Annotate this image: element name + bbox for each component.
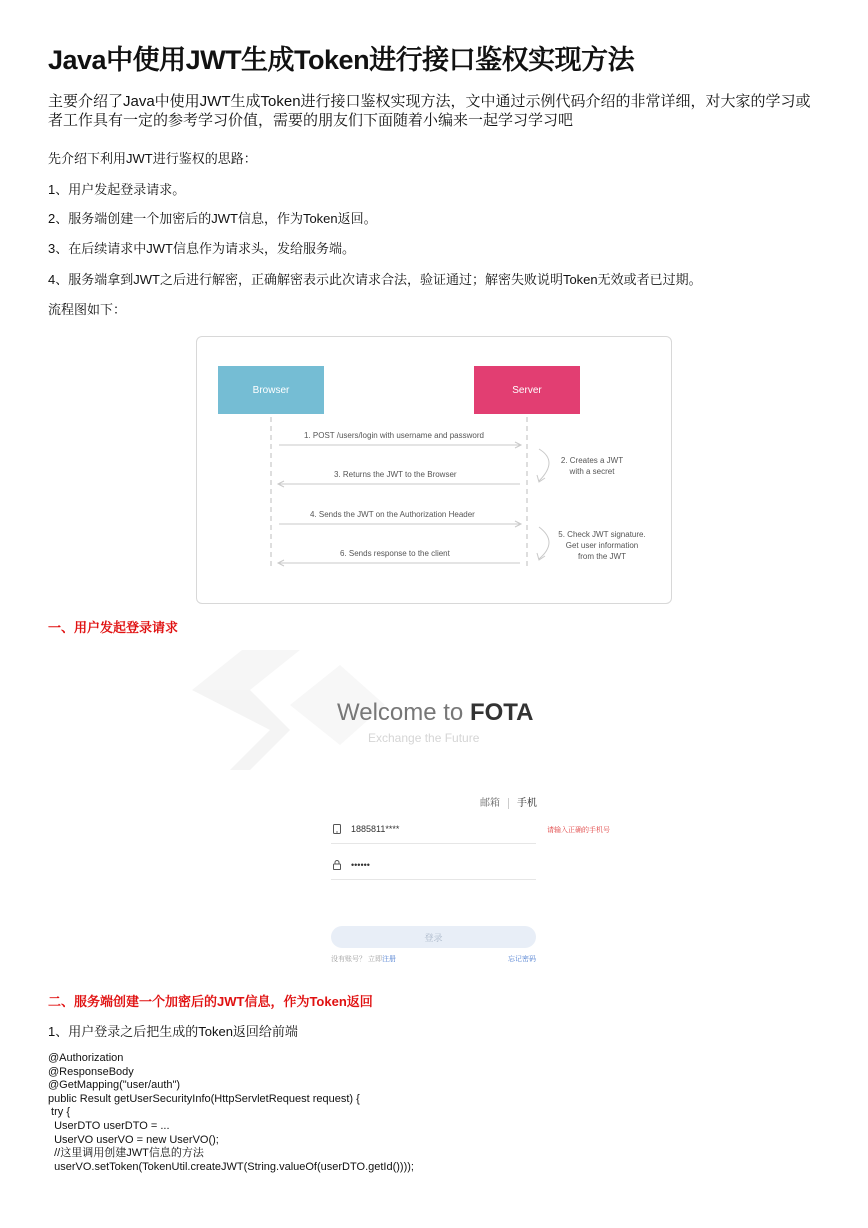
note-2-line-1: 2. Creates a JWT [560, 456, 624, 465]
message-6: 6. Sends response to the client [340, 549, 450, 558]
section-heading-2: 二、服务端创建一个加密后的JWT信息，作为Token返回 [48, 994, 373, 1009]
flow-label: 流程图如下： [48, 302, 127, 317]
step-1: 1、用户发起登录请求。 [48, 182, 186, 197]
note-5 [547, 529, 657, 562]
intro-paragraph: 主要介绍了Java中使用JWT生成Token进行接口鉴权实现方法，文中通过示例代码介绍的非常详细，对大家的学习或者工作具有一定的参考学习价值，需要的朋友们下面随着小编来一起学习学习吧 [48, 93, 811, 129]
tab-email[interactable]: 邮箱 [480, 798, 500, 809]
lock-icon [333, 860, 341, 870]
tab-phone[interactable]: 手机 [517, 798, 537, 809]
welcome-heading [337, 699, 533, 727]
note-5-line-3: from the JWT [577, 552, 626, 561]
page-title: Java中使用JWT生成Token进行接口鉴权实现方法 [48, 45, 635, 75]
password-value: •••••• [351, 860, 370, 870]
note-5-line-1: 5. Check JWT signature. [558, 530, 646, 539]
login-button[interactable]: 登录 [331, 926, 536, 948]
section-heading-1: 一、用户发起登录请求 [48, 620, 179, 635]
welcome-text: Welcome to [337, 699, 470, 726]
lead-text: 先介绍下利用JWT进行鉴权的思路： [48, 151, 257, 166]
message-1: 1. POST /users/login with username and password [304, 431, 484, 440]
login-tabs [480, 794, 537, 809]
phone-value: 1885811**** [351, 824, 400, 834]
login-screenshot [190, 645, 610, 975]
tab-divider [508, 798, 509, 809]
phone-error-message: 请输入正确的手机号 [547, 827, 610, 834]
phone-icon [333, 824, 341, 834]
message-4: 4. Sends the JWT on the Authorization Header [310, 510, 475, 519]
login-subtitle: Exchange the Future [368, 731, 480, 745]
no-account-text: 没有账号？ 立即 [331, 956, 382, 963]
brand-name: FOTA [469, 699, 534, 726]
register-prompt [331, 954, 396, 964]
note-2 [547, 455, 637, 477]
step-4: 4、服务端拿到JWT之后进行解密，正确解密表示此次请求合法，验证通过；解密失败说明Token无效或者已过期。 [48, 272, 702, 287]
subsection-1: 1、用户登录之后把生成的Token返回给前端 [48, 1024, 298, 1039]
forgot-password-link[interactable]: 忘记密码 [508, 956, 536, 963]
server-box: Server [474, 366, 580, 414]
step-3: 3、在后续请求中JWT信息作为请求头，发给服务端。 [48, 241, 355, 256]
message-3: 3. Returns the JWT to the Browser [334, 470, 457, 479]
jwt-flow-diagram [196, 336, 672, 604]
password-field[interactable] [331, 857, 536, 880]
phone-field[interactable] [331, 821, 536, 844]
browser-box: Browser [218, 366, 324, 414]
step-2: 2、服务端创建一个加密后的JWT信息，作为Token返回。 [48, 211, 377, 226]
note-5-line-2: Get user information [565, 541, 639, 550]
note-2-line-2: with a secret [569, 467, 615, 476]
code-block: @Authorization @ResponseBody @GetMapping("user/auth") public Result getUserSecurityInfo(HttpServletRequest request) { try { UserDTO userDTO = ... UserVO userVO = new UserVO(); //这里调用创建JWT信息的方法 userVO.setToken(TokenUtil.createJWT(String.valueOf(userDTO.getId()))); [48, 1052, 414, 1173]
register-link[interactable]: 注册 [381, 956, 396, 963]
